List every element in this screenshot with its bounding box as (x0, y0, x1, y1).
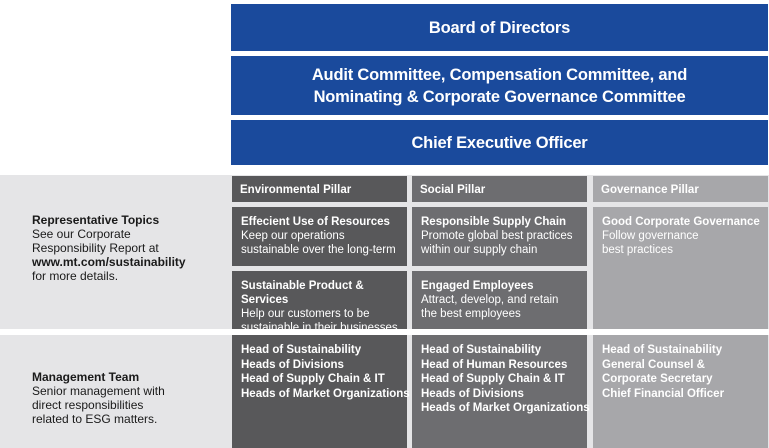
board-of-directors-box (231, 4, 768, 51)
committees-label-line-1: Audit Committee, Compensation Committee, and (311, 65, 688, 84)
social-management-cell: Head of Sustainability Head of Human Resources Head of Supply Chain & IT Heads of Divisions Heads of Market Organizations (412, 335, 587, 448)
responsible-supply-chain-cell: Responsible Supply Chain Promote global best practices within our supply chain (412, 207, 587, 266)
sustainable-products-cell: Sustainable Product & Services Help our customers to be sustainable in their businesses (232, 271, 407, 329)
board-of-directors-label: Board of Directors (428, 18, 571, 37)
engaged-employees-cell: Engaged Employees Attract, develop, and retain the best employees (412, 271, 587, 329)
governance-pillar-header: Governance Pillar (593, 176, 768, 202)
environmental-management-cell: Head of Sustainability Heads of Divisions Head of Supply Chain & IT Heads of Market Organizations (232, 335, 407, 448)
good-corporate-governance-cell: Good Corporate Governance Follow governance best practices (593, 207, 768, 329)
governance-management-cell: Head of Sustainability General Counsel & Corporate Secretary Chief Financial Officer (593, 335, 768, 448)
representative-topics-heading: Representative Topics (32, 213, 160, 227)
committees-label-line-2: Nominating & Corporate Governance Committee (313, 87, 686, 106)
ceo-label: Chief Executive Officer (411, 133, 588, 152)
ceo-box (231, 120, 768, 165)
environmental-pillar-header: Environmental Pillar (232, 176, 407, 202)
efficient-use-of-resources-cell: Effecient Use of Resources Keep our operations sustainable over the long-term (232, 207, 407, 266)
sustainability-link[interactable]: www.mt.com/sustainability (32, 255, 186, 269)
management-team-heading: Management Team (32, 370, 140, 384)
committees-box (231, 56, 768, 115)
representative-topics-text: Representative Topics See our Corporate Responsibility Report at www.mt.com/sustainability for more details. (32, 213, 227, 283)
management-team-text: Management Team Senior management with direct responsibilities related to ESG matters. (32, 370, 227, 426)
social-pillar-header: Social Pillar (412, 176, 587, 202)
